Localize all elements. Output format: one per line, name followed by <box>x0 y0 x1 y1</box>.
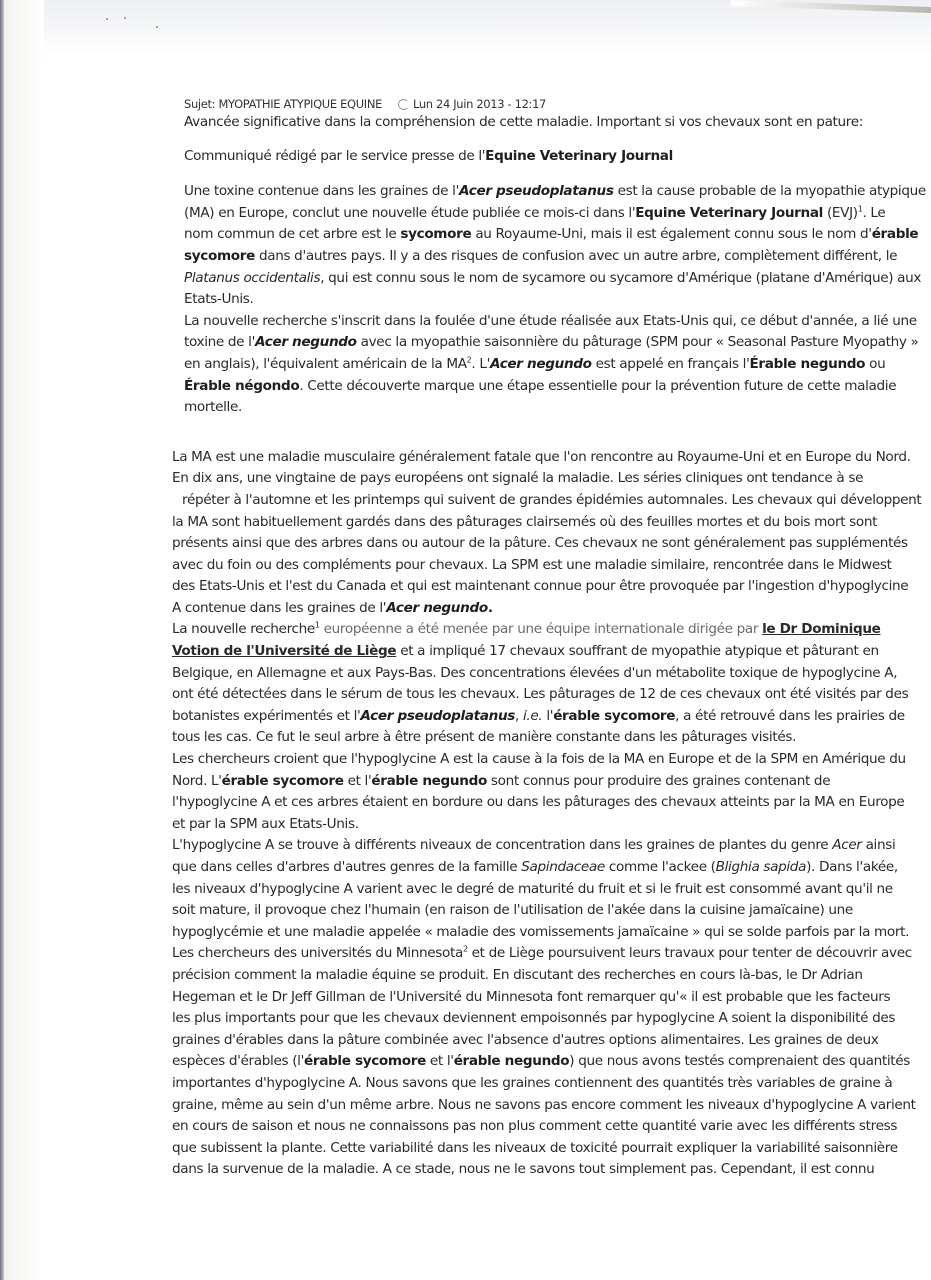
text-run: est la cause probable de la myopathie atypique <box>613 183 926 200</box>
footnote-ref: 1 <box>314 620 320 630</box>
text-run: Platanus occidentalis <box>184 269 321 286</box>
clock-icon <box>398 99 409 110</box>
text-run: , qui est connu sous le nom de sycamore ou sycamore d'Amérique (platane d'Amérique) aux <box>320 269 922 286</box>
text-run: sycomore <box>400 226 472 243</box>
email-header <box>184 96 892 112</box>
text-run: Acer negundo <box>386 599 488 616</box>
text-run: Blighia sapida <box>715 859 807 875</box>
text-run: européenne a été menée par une équipe internationale dirigée par <box>319 621 763 638</box>
text-line: Hegeman et le Dr Jeff Gillman de l'Université du Minnesota font remarquer qu'« il est probable que les facteurs <box>172 988 891 1005</box>
text-run: (MA) en Europe, conclut une nouvelle étude publiée ce mois-ci dans l' <box>184 204 636 221</box>
text-line <box>184 332 919 354</box>
text-run: en anglais), l'équivalent américain de la MA <box>184 355 467 372</box>
text-run: Érable negundo <box>749 355 866 372</box>
paragraph-ma-disease <box>172 447 922 620</box>
intro-text: Avancée significative dans la compréhension de cette maladie. Important si vos chevaux sont en pature: <box>184 114 863 130</box>
text-run: Acer pseudoplatanus <box>458 183 614 200</box>
text-run: , a été retrouvé dans les prairies de <box>675 707 905 724</box>
text-run: érable sycomore <box>221 772 344 789</box>
subject-label: Sujet: <box>184 97 216 111</box>
footnote-ref: 2 <box>462 944 468 954</box>
subject-text: MYOPATHIE ATYPIQUE EQUINE <box>218 97 382 111</box>
text-run: La nouvelle recherche <box>172 621 315 638</box>
text-line: Les chercheurs croient que l'hypoglycine A est la cause à la fois de la MA en Europe et de la SPM en Amérique du <box>172 751 906 768</box>
text-line: répéter à l'automne et les printemps qui suivent de grandes épidémies automnales. Les chevaux qui développent <box>182 491 922 508</box>
text-line: des Etats-Unis et l'est du Canada et qui est maintenant connue pour être provoquée par l'ingestion d'hypoglycine <box>172 578 909 595</box>
text-line: avec du foin ou des compléments pour chevaux. La SPM est une maladie similaire, rencontrée dans le Midwest <box>172 556 892 573</box>
text-run: toxine de l' <box>184 334 255 351</box>
text-line <box>184 181 926 203</box>
text-run: et a impliqué 17 chevaux souffrant de myopathie atypique et pâturant en <box>396 643 879 660</box>
text-line <box>184 268 922 290</box>
text-run <box>386 600 488 616</box>
text-run: Acer <box>832 837 862 854</box>
text-run: nom commun de cet arbre est le <box>184 226 401 243</box>
text-line <box>184 246 898 268</box>
text-line: La MA est une maladie musculaire généralement fatale que l'on rencontre au Royaume-Uni et en Europe du Nord. <box>172 448 911 465</box>
footnote-ref: 2 <box>466 355 472 365</box>
text-line: les plus importants pour que les chevaux deviennent empoisonnés par hypoglycine A soient la disponibilité des <box>172 1010 896 1027</box>
text-run: Sapindaceae <box>521 859 605 875</box>
author-link[interactable]: le Dr Dominique <box>762 621 881 638</box>
text-run: et l' <box>425 1053 454 1070</box>
text-line: que subissent la plante. Cette variabilité dans les niveaux de toxicité pourrait expliquer la variabilité saisonnière <box>172 1139 898 1156</box>
text-run: Érable négondo <box>184 377 300 394</box>
text-run: (EVJ) <box>822 204 858 221</box>
text-run: que dans celles d'arbres d'autres genres de la famille <box>172 859 522 875</box>
paragraph-european-study <box>172 619 909 749</box>
text-run: ainsi <box>861 837 896 854</box>
text-run: i.e. <box>523 707 543 724</box>
text-run: botanistes expérimentés et l' <box>172 707 361 724</box>
text-line: graine, même au sein d'un même arbre. Nous ne savons pas encore comment les niveaux d'hypoglycine A varient <box>172 1096 916 1113</box>
text-run: . Cette découverte marque une étape essentielle pour la prévention future de cette maladie <box>299 377 897 394</box>
text-run <box>255 334 357 350</box>
text-run: au Royaume-Uni, mais il est également connu sous le nom d' <box>471 226 872 243</box>
text-run: Equine Veterinary Journal <box>635 204 823 221</box>
text-line: l'hypoglycine A et ces arbres étaient en bordure ou dans les pâturages des chevaux atteints par la MA en Europe <box>172 794 905 811</box>
text-run: érable negundo <box>453 1053 570 1070</box>
text-line: mortelle. <box>184 399 242 416</box>
scan-shadow <box>4 0 44 1280</box>
text-run: l' <box>542 707 554 724</box>
scan-speck <box>124 17 126 19</box>
text-line: Belgique, en Allemagne et aux Pays-Bas. Des concentrations élevées d'un métabolite toxique de hypoglycine A, <box>172 664 898 681</box>
text-run: espèces d'érables (l' <box>172 1053 304 1070</box>
text-run: érable sycomore <box>553 707 676 724</box>
text-line: graines d'érables dans la pâture combinée avec l'absence d'autres options alimentaires. Les graines de deux <box>172 1031 879 1048</box>
text-line: les niveaux d'hypoglycine A varient avec le degré de maturité du fruit et si le fruit est consommé avant qu'il ne <box>172 880 893 897</box>
text-line: hypoglycémie et une maladie appelée « maladie des vomissements jamaïcaine » qui se solde parfois par la mort. <box>172 923 910 940</box>
university-link[interactable]: Votion de l'Université de Liège <box>172 643 397 660</box>
text-run: sont connus pour produire des graines contenant de <box>486 772 831 789</box>
text-run: érable negundo <box>371 772 487 789</box>
date-text: Lun 24 Juin 2013 - 12:17 <box>412 97 546 111</box>
text-run: . <box>487 599 493 616</box>
text-line <box>184 224 919 246</box>
text-run: Les chercheurs des universités du Minnesota <box>172 945 463 962</box>
text-line <box>172 619 892 641</box>
text-line: dans la survenue de la maladie. A ce stade, nous ne le savons tout simplement pas. Cependant, il est connu <box>172 1161 875 1178</box>
text-line <box>184 354 892 376</box>
text-run: A contenue dans les graines de l' <box>172 599 387 616</box>
text-line: soit mature, il provoque chez l'humain (en raison de l'utilisation de l'akée dans la cuisine jamaïcaine) une <box>172 902 853 919</box>
text-line: tous les cas. Ce fut le seul arbre à être présent de manière constante dans les pâturages visités. <box>172 729 797 746</box>
post-date <box>398 96 546 112</box>
text-run: L'hypoglycine A se trouve à différents niveaux de concentration dans les graines de plantes du genre <box>172 837 833 854</box>
text-run: Acer negundo <box>489 355 592 372</box>
paragraph-toxin <box>184 181 926 311</box>
scan-speck <box>156 26 158 28</box>
text-run: , <box>515 707 523 724</box>
text-run: et de Liège poursuivent leurs travaux pour tenter de découvrir avec <box>467 945 912 962</box>
text-run: comme l'ackee ( <box>604 859 716 875</box>
text-run: ). Dans l'akée, <box>806 859 898 875</box>
text-run: Nord. L' <box>172 772 222 789</box>
text-line <box>184 203 892 225</box>
text-line <box>172 943 912 965</box>
text-line: en cours de saison et nous ne connaissons pas non plus comment cette quantité varie avec les différents stress <box>172 1118 898 1135</box>
text-run <box>490 356 592 372</box>
text-run: est appelé en français l' <box>591 355 750 372</box>
footnote-ref: 1 <box>857 204 863 214</box>
text-run: . L' <box>471 355 490 372</box>
text-line <box>172 706 905 728</box>
paragraph-minnesota-research <box>172 943 916 1181</box>
text-run: érable <box>871 226 919 243</box>
text-line <box>184 376 897 398</box>
text-run: . Le <box>862 204 886 221</box>
text-run: dans d'autres pays. Il y a des risques de confusion avec un autre arbre, complètement différent, le <box>254 247 898 264</box>
journal-name: Equine Veterinary Journal <box>485 147 673 164</box>
scan-top-shade <box>44 0 931 60</box>
text-line: et par la SPM aux Etats-Unis. <box>172 815 359 832</box>
scan-speck <box>106 18 108 20</box>
text-run: Acer negundo <box>254 334 357 351</box>
text-line: présents ainsi que des arbres dans ou autour de la pâture. Ces chevaux ne sont généralement pas supplémentés <box>172 535 908 552</box>
text-run: Une toxine contenue dans les graines de l' <box>184 183 459 200</box>
text-line <box>172 857 898 879</box>
text-line: précision comment la maladie équine se produit. En discutant des recherches en cours là-bas, le Dr Adrian <box>172 966 863 983</box>
text-run: sycomore <box>184 247 255 264</box>
text-run <box>360 708 515 724</box>
text-line: En dix ans, une vingtaine de pays européens ont signalé la maladie. Les séries cliniques ont tendance à se <box>172 470 864 487</box>
text-line <box>172 835 896 857</box>
text-line: importantes d'hypoglycine A. Nous savons que les graines contiennent des quantités très variables de graine à <box>172 1074 893 1091</box>
text-run: ) que nous avons testés comprenaient des quantités <box>569 1053 911 1070</box>
text-run <box>459 183 614 199</box>
document-page <box>172 96 926 1181</box>
paragraph-new-research <box>184 311 919 419</box>
text-run: ou <box>865 355 886 372</box>
paragraph-hypoglycin-cause <box>172 749 906 835</box>
text-run: et l' <box>343 772 372 789</box>
paragraph-hypoglycin-levels <box>172 835 910 943</box>
text-line: La nouvelle recherche s'inscrit dans la foulée d'une étude réalisée aux Etats-Unis qui, ce début d'année, a lié une <box>184 312 917 329</box>
text-line: la MA sont habituellement gardés dans des pâturages clairsemés où des feuilles mortes et du bois mort sont <box>172 513 878 530</box>
text-line <box>172 598 892 620</box>
text-line <box>172 1051 911 1073</box>
text-line <box>172 641 892 663</box>
text-line: ont été détectées dans le sérum de tous les chevaux. Les pâturages de 12 de ces chevaux ont été visités par des <box>172 686 909 703</box>
text-run: Acer pseudoplatanus <box>360 707 516 724</box>
text-line: Etats-Unis. <box>184 291 254 308</box>
text-run: Communiqué rédigé par le service presse de l' <box>184 147 486 164</box>
press-line <box>184 146 892 168</box>
text-run: érable sycomore <box>303 1053 426 1070</box>
text-line <box>172 771 892 793</box>
text-run: avec la myopathie saisonnière du pâturage (SPM pour « Seasonal Pasture Myopathy » <box>356 334 919 351</box>
